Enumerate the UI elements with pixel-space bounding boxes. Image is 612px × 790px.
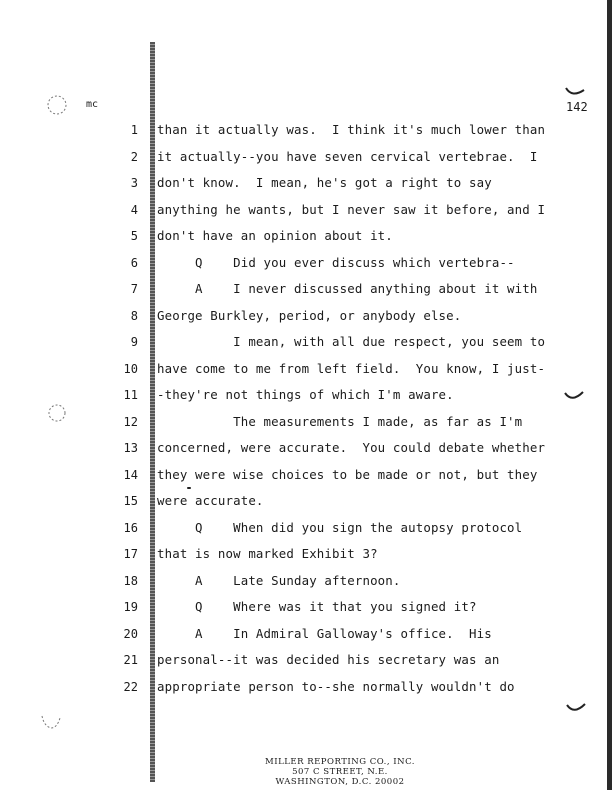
- line-number: 2: [130, 149, 138, 164]
- line-number: 12: [123, 414, 138, 429]
- punch-hole-middle-icon: [44, 401, 70, 425]
- punch-hole-top-icon: [44, 93, 70, 117]
- line-number: 13: [123, 441, 138, 455]
- line-number: 18: [123, 573, 138, 588]
- line-number: 14: [123, 467, 138, 482]
- transcript-line: were accurate.: [157, 493, 264, 508]
- transcript-line: Q When did you sign the autopsy protocol: [157, 519, 523, 535]
- transcript-line: Q Did you ever discuss which vertebra--: [157, 254, 515, 270]
- transcript-line: The measurements I made, as far as I'm: [157, 413, 523, 429]
- transcript-line: A In Admiral Galloway's office. His: [157, 625, 492, 641]
- line-number: 21: [123, 653, 138, 667]
- line-number: 3: [130, 176, 138, 190]
- line-number: 1: [130, 123, 138, 137]
- check-mark-icon: [564, 86, 586, 100]
- page-number: 142: [566, 100, 588, 114]
- line-number: 19: [123, 600, 138, 614]
- line-number: 15: [123, 494, 138, 508]
- line-number: 17: [123, 547, 138, 561]
- transcript-line: anything he wants, but I never saw it before, and I: [157, 201, 546, 217]
- transcript-line: A Late Sunday afternoon.: [157, 572, 401, 588]
- transcript-line: concerned, were accurate. You could debate whether: [157, 440, 546, 455]
- page-edge: [607, 0, 612, 790]
- transcript-line: they were wise choices to be made or not, but they: [157, 466, 538, 482]
- transcript-line: don't know. I mean, he's got a right to say: [157, 175, 492, 190]
- footer-line-2: 507 C STREET, N.E.: [292, 767, 388, 777]
- line-number: 16: [123, 520, 138, 535]
- transcript-line: have come to me from left field. You know, I just-: [157, 360, 546, 376]
- transcript-line: Q Where was it that you signed it?: [157, 599, 477, 614]
- left-margin-rule: [150, 42, 155, 782]
- transcript-line: than it actually was. I think it's much lower than: [157, 122, 546, 137]
- transcript-line: appropriate person to--she normally wouldn't do: [157, 678, 515, 694]
- transcript-line: it actually--you have seven cervical vertebrae. I: [157, 148, 538, 164]
- transcript-line: personal--it was decided his secretary was an: [157, 652, 500, 667]
- line-number: 10: [123, 361, 138, 376]
- line-number: 20: [123, 626, 138, 641]
- line-number: 8: [130, 308, 138, 323]
- transcript-line: -they're not things of which I'm aware.: [157, 387, 454, 402]
- line-number: 7: [130, 282, 138, 296]
- line-number: 9: [130, 335, 138, 349]
- line-number: 5: [130, 229, 138, 243]
- punch-hole-bottom-icon: [38, 710, 64, 734]
- footer-line-1: MILLER REPORTING CO., INC.: [265, 757, 415, 767]
- footer-line-3: WASHINGTON, D.C. 20002: [275, 777, 405, 787]
- line-number: 4: [130, 202, 138, 217]
- transcript-line: don't have an opinion about it.: [157, 228, 393, 243]
- transcript-line: George Burkley, period, or anybody else.: [157, 307, 462, 323]
- transcript-line: A I never discussed anything about it with: [157, 281, 538, 296]
- ink-speck: [187, 487, 191, 489]
- transcript-line: I mean, with all due respect, you seem to: [157, 334, 546, 349]
- line-number: 6: [130, 255, 138, 270]
- check-mark-icon: [565, 702, 587, 716]
- check-mark-icon: [563, 390, 585, 404]
- line-number: 22: [123, 679, 138, 694]
- line-number: 11: [123, 388, 138, 402]
- reporter-initials: mc: [86, 99, 99, 110]
- transcript-line: that is now marked Exhibit 3?: [157, 546, 378, 561]
